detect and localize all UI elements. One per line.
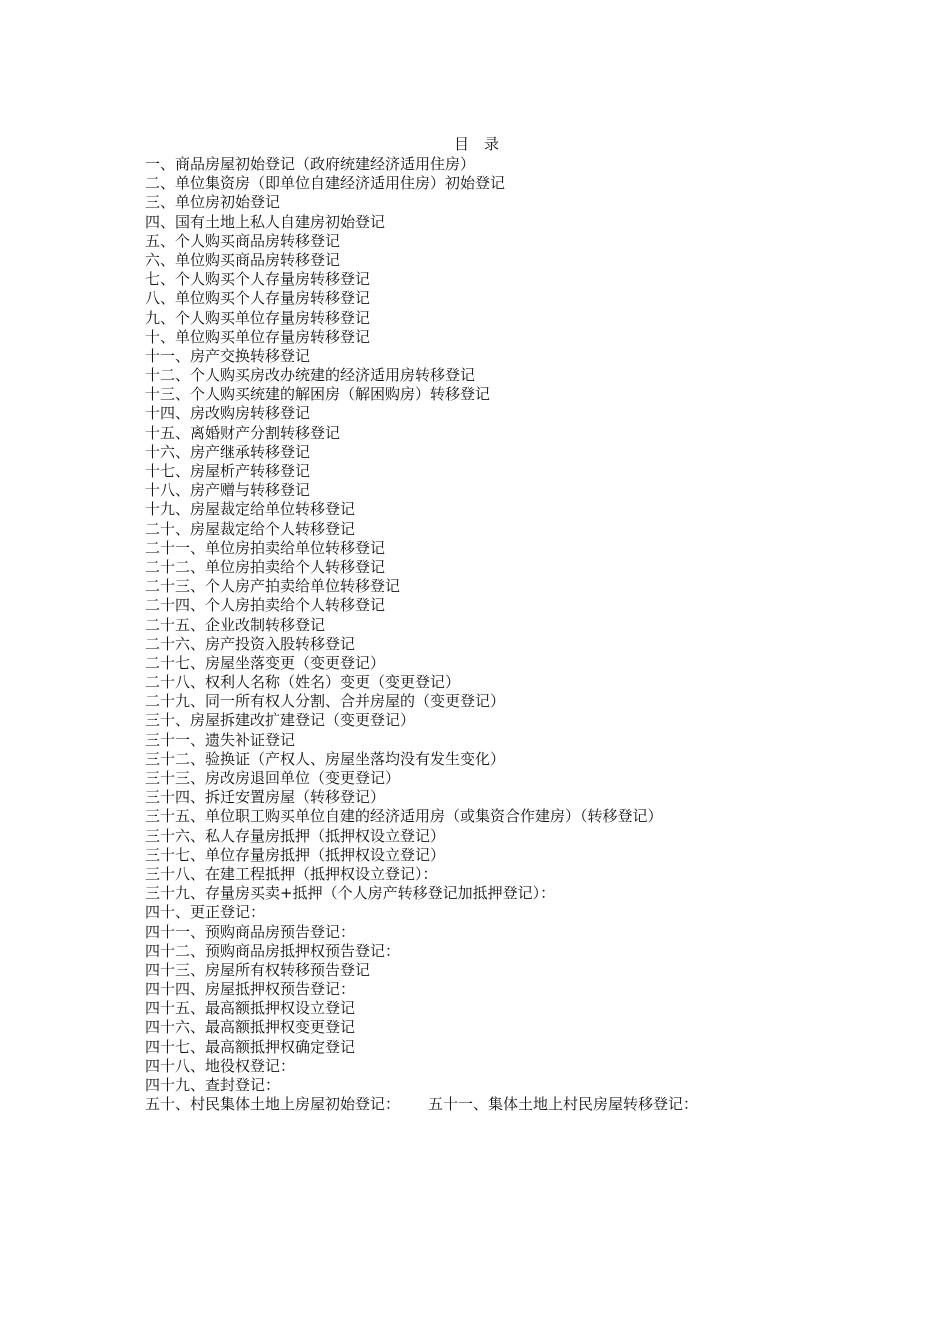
- toc-item: 四十九、查封登记：: [145, 1076, 281, 1094]
- toc-last-line: [145, 1095, 698, 1114]
- toc-item: 十九、房屋裁定给单位转移登记: [145, 500, 356, 519]
- toc-item: 二十一、单位房拍卖给单位转移登记: [145, 538, 386, 557]
- page-title: [0, 135, 950, 154]
- toc-item: 十、单位购买单位存量房转移登记: [145, 327, 371, 346]
- toc-item: 三十一、遗失补证登记: [145, 730, 296, 749]
- toc-item: 三十六、私人存量房抵押（抵押权设立登记）: [145, 826, 446, 845]
- toc-item: 十一、房产交换转移登记: [145, 346, 311, 365]
- toc-item: 二、单位集资房（即单位自建经济适用住房）初始登记: [145, 174, 506, 193]
- toc-item: 四十一、预购商品房预告登记：: [145, 922, 356, 941]
- toc-item: 四十四、房屋抵押权预告登记：: [145, 980, 356, 999]
- toc-item: 三十二、验换证（产权人、房屋坐落均没有发生变化）: [145, 749, 506, 768]
- toc-item: 十二、个人购买房改办统建的经济适用房转移登记: [145, 366, 476, 385]
- toc-item: 三十八、在建工程抵押（抵押权设立登记）：: [145, 864, 438, 883]
- toc-item: 二十二、单位房拍卖给个人转移登记: [145, 557, 386, 576]
- toc-item: 四十三、房屋所有权转移预告登记: [145, 960, 371, 979]
- toc-item: 二十三、个人房产拍卖给单位转移登记: [145, 577, 401, 596]
- toc-item: 二十四、个人房拍卖给个人转移登记: [145, 596, 386, 615]
- toc-item: 三、单位房初始登记: [145, 193, 281, 212]
- toc-item: 十五、离婚财产分割转移登记: [145, 423, 341, 442]
- toc-item-51: 五十一、集体土地上村民房屋转移登记：: [428, 1095, 699, 1114]
- toc-item: 十六、房产继承转移登记: [145, 442, 311, 461]
- toc-item: 二十九、同一所有权人分割、合并房屋的（变更登记）: [145, 692, 506, 711]
- toc-item: 四十五、最高额抵押权设立登记: [145, 999, 356, 1018]
- toc-item: 七、个人购买个人存量房转移登记: [145, 270, 371, 289]
- toc-item: 五、个人购买商品房转移登记: [145, 231, 341, 250]
- toc-item: 一、商品房屋初始登记（政府统建经济适用住房）: [145, 155, 476, 173]
- toc-item: 三十五、单位职工购买单位自建的经济适用房（或集资合作建房）（转移登记）: [145, 807, 663, 826]
- toc-item: 十三、个人购买统建的解困房（解困购房）转移登记: [145, 385, 491, 404]
- toc-item: 四十六、最高额抵押权变更登记: [145, 1018, 356, 1037]
- toc-item: 三十三、房改房退回单位（变更登记）: [145, 769, 401, 787]
- toc-item: 三十九、存量房买卖+抵押（个人房产转移登记加抵押登记）：: [145, 884, 556, 903]
- toc-item: 四十二、预购商品房抵押权预告登记：: [145, 941, 401, 960]
- toc-item: 八、单位购买个人存量房转移登记: [145, 289, 371, 308]
- toc-item: 二十六、房产投资入股转移登记: [145, 634, 356, 653]
- toc-item: 十七、房屋析产转移登记: [145, 462, 311, 480]
- toc-item-50: 五十、村民集体土地上房屋初始登记：: [145, 1095, 401, 1114]
- toc-item: 四十七、最高额抵押权确定登记: [145, 1037, 356, 1056]
- toc-item: 二十、房屋裁定给个人转移登记: [145, 519, 356, 538]
- toc-item: 四十、更正登记：: [145, 903, 266, 922]
- toc-item: 三十、房屋拆建改扩建登记（变更登记）: [145, 711, 416, 730]
- toc-item: 二十八、权利人名称（姓名）变更（变更登记）: [145, 673, 461, 692]
- toc-item: 九、个人购买单位存量房转移登记: [145, 308, 371, 327]
- toc-item: 四十八、地役权登记：: [145, 1056, 296, 1075]
- toc-item: 三十七、单位存量房抵押（抵押权设立登记）: [145, 845, 446, 864]
- table-of-contents: [145, 155, 698, 1114]
- toc-item: 二十七、房屋坐落变更（变更登记）: [145, 653, 386, 672]
- toc-item: 三十四、拆迁安置房屋（转移登记）: [145, 788, 386, 807]
- toc-item: 十四、房改购房转移登记: [145, 404, 311, 423]
- toc-item: 二十五、企业改制转移登记: [145, 615, 326, 634]
- toc-item: 十八、房产赠与转移登记: [145, 481, 311, 500]
- title-text: 目 录: [453, 135, 499, 153]
- toc-item: 六、单位购买商品房转移登记: [145, 250, 341, 269]
- toc-item: 四、国有土地上私人自建房初始登记: [145, 212, 386, 231]
